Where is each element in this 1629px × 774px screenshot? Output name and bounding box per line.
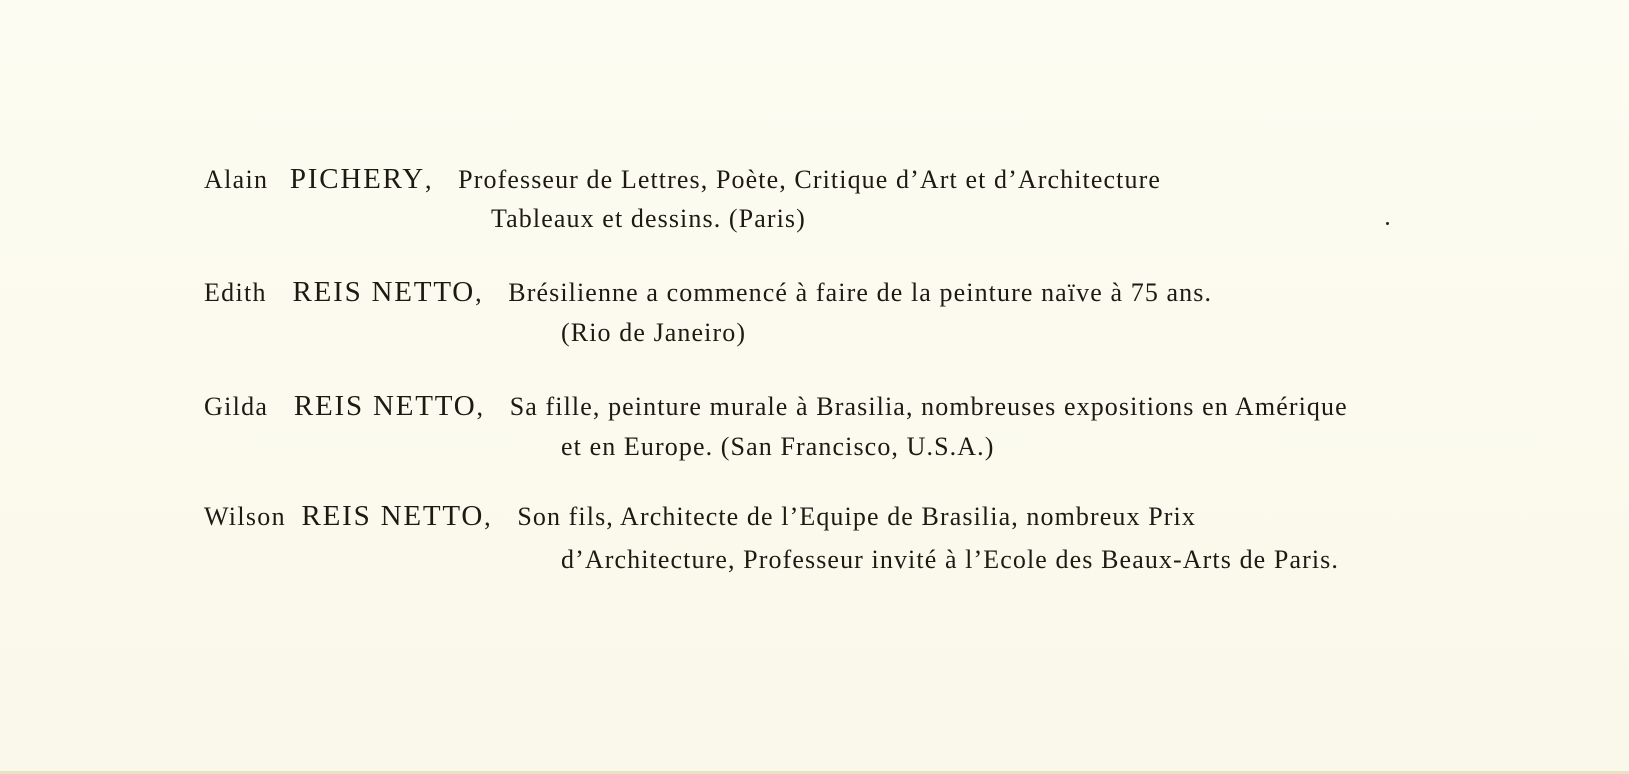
entry-last-name: REIS NETTO — [292, 276, 476, 308]
entry-pichery-line-2 — [491, 206, 806, 232]
entry-comma: , — [475, 278, 483, 307]
entry-last-name: REIS NETTO — [293, 390, 477, 422]
entry-description-line-2: Tableaux et dessins. (Paris) — [491, 204, 806, 233]
entry-description-line-2: et en Europe. (San Francisco, U.S.A.) — [561, 432, 995, 461]
ink-speck — [1386, 222, 1389, 225]
entry-comma: , — [424, 165, 433, 194]
entry-comma: , — [476, 392, 485, 421]
entry-edith-line-2 — [561, 320, 746, 346]
entry-description-line-1: Professeur de Lettres, Poète, Critique d’Art et d’Architecture — [458, 165, 1161, 194]
entry-gilda-line-2 — [561, 434, 995, 460]
entry-description-line-2: (Rio de Janeiro) — [561, 318, 747, 347]
entry-comma: , — [484, 502, 492, 531]
entry-description-line-1: Brésilienne a commencé à faire de la peinture naïve à 75 ans. — [508, 278, 1213, 307]
entry-wilson-line-1 — [204, 502, 1196, 531]
entry-edith-line-1 — [204, 278, 1212, 307]
entry-description-line-1: Son fils, Architecte de l’Equipe de Brasilia, nombreux Prix — [517, 502, 1196, 531]
entry-pichery-line-1 — [204, 165, 1161, 194]
entry-first-name: Alain — [204, 165, 269, 194]
entry-first-name: Gilda — [204, 392, 269, 421]
entry-first-name: Edith — [204, 278, 267, 307]
entry-last-name: REIS NETTO — [301, 500, 485, 532]
entry-description-line-2: d’Architecture, Professeur invité à l’Ecole des Beaux-Arts de Paris. — [561, 545, 1340, 574]
entry-wilson-line-2 — [561, 547, 1339, 573]
entry-description-line-1: Sa fille, peinture murale à Brasilia, nombreuses expositions en Amérique — [509, 392, 1348, 421]
entry-first-name: Wilson — [204, 502, 286, 531]
entry-gilda-line-1 — [204, 392, 1348, 421]
entry-last-name: PICHERY — [289, 163, 425, 195]
